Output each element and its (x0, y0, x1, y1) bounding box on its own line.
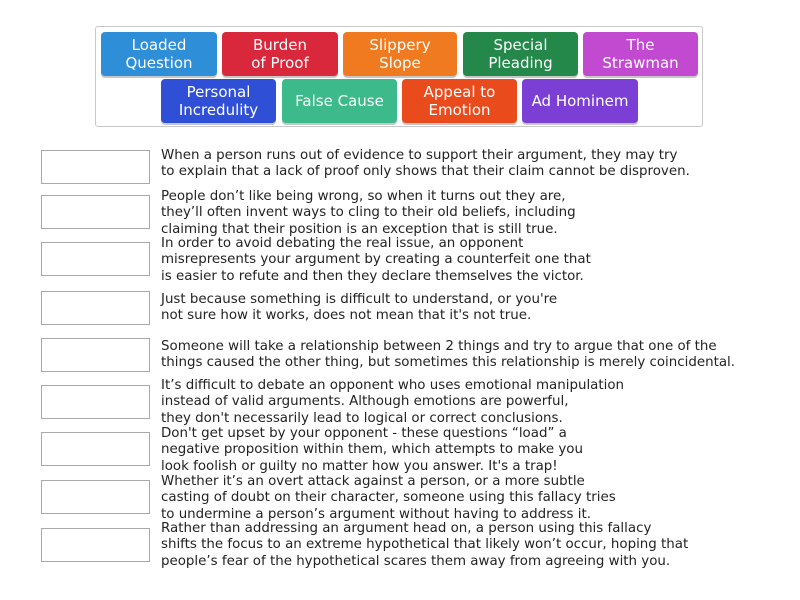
answer-drop-box[interactable] (41, 480, 150, 514)
match-row (41, 189, 761, 235)
chip-the-strawman[interactable]: The Strawman (583, 32, 698, 76)
description-text: Just because something is difficult to understand, or you're not sure how it works, does not mean that it's not true. (161, 292, 558, 324)
description-text: Rather than addressing an argument head on, a person using this fallacy shifts the focus to an extreme hypothetical that likely won’t occur, hoping that people’s fear of the hypothetical scares them away from agreeing with you. (161, 521, 689, 569)
answer-drop-box[interactable] (41, 528, 150, 562)
match-row (41, 426, 761, 472)
chip-loaded-question[interactable]: Loaded Question (101, 32, 217, 76)
description-text: People don’t like being wrong, so when it turns out they are, they’ll often invent ways to cling to their old beliefs, including claiming that their position is an exception that is still true. (161, 189, 576, 237)
chip-appeal-to-emotion[interactable]: Appeal to Emotion (402, 79, 517, 123)
answer-drop-box[interactable] (41, 150, 150, 184)
description-text: Someone will take a relationship between 2 things and try to argue that one of the things caused the other thing, but sometimes this relationship is merely coincidental. (161, 339, 735, 371)
description-text: Don't get upset by your opponent - these questions “load” a negative proposition within them, which attempts to make you look foolish or guilty no matter how you answer. It's a trap! (161, 426, 583, 474)
chip-false-cause[interactable]: False Cause (282, 79, 397, 123)
answer-drop-box[interactable] (41, 432, 150, 466)
description-text: In order to avoid debating the real issue, an opponent misrepresents your argument by creating a counterfeit one that is easier to refute and then they declare themselves the victor. (161, 236, 591, 284)
chip-personal-incredulity[interactable]: Personal Incredulity (161, 79, 276, 123)
match-row (41, 148, 761, 194)
answer-drop-box[interactable] (41, 291, 150, 325)
chip-slippery-slope[interactable]: Slippery Slope (343, 32, 457, 76)
match-row (41, 378, 761, 424)
description-text: It’s difficult to debate an opponent who uses emotional manipulation instead of valid arguments. Although emotions are powerful, they don't necessarily lead to logical or correct conclusions. (161, 378, 625, 426)
match-row (41, 474, 761, 520)
answer-drop-box[interactable] (41, 385, 150, 419)
chip-burden-of-proof[interactable]: Burden of Proof (222, 32, 338, 76)
chip-special-pleading[interactable]: Special Pleading (463, 32, 578, 76)
match-row (41, 292, 761, 338)
match-row (41, 521, 761, 567)
answer-drop-box[interactable] (41, 242, 150, 276)
answer-drop-box[interactable] (41, 338, 150, 372)
description-text: Whether it’s an overt attack against a person, or a more subtle casting of doubt on their character, someone using this fallacy tries to undermine a person’s argument without having to address it. (161, 474, 616, 522)
chip-ad-hominem[interactable]: Ad Hominem (522, 79, 638, 123)
answer-drop-box[interactable] (41, 195, 150, 229)
match-row (41, 236, 761, 282)
description-text: When a person runs out of evidence to support their argument, they may try to explain that a lack of proof only shows that their claim cannot be disproven. (161, 148, 690, 180)
